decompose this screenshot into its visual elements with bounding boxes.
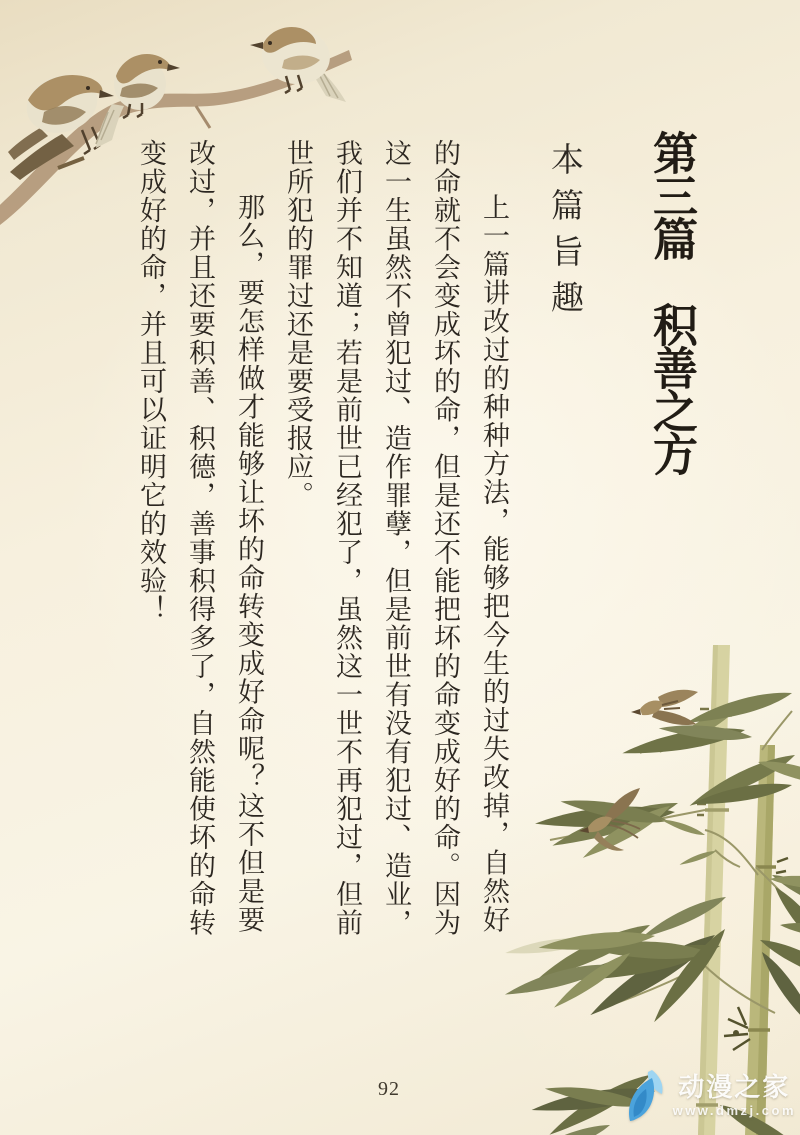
watermark-site-name: 动漫之家 (678, 1072, 791, 1103)
watermark-site-url: www.dmzj.com (672, 1102, 796, 1118)
paragraph: 上一篇讲改过的种种方法，能够把今生的过失改掉，自然好的命就不会变成坏的命，但是还不能把坏的命变成好的命。因为这一生虽然不曾犯过、造作罪孽，但是前世有没有犯过、造业，我们并不知道；若是前世已经犯了，虽然这一世不再犯过，但前世所犯的罪过还是要受报应。 (283, 139, 509, 937)
dmzj-watermark (622, 1069, 796, 1123)
flying-swallow-upper (631, 690, 698, 725)
section-heading: 本篇旨趣 (546, 142, 582, 326)
bamboo-illustration (490, 635, 800, 1135)
body-text (126, 139, 518, 943)
dmzj-logo-icon (622, 1069, 668, 1123)
page-number: 92 (378, 1078, 400, 1100)
paragraph: 那么，要怎样做才能够让坏的命转变成好命呢？这不但是要改过，并且还要积善、积德，善事积得多了，自然能使坏的命转变成好的命，并且可以证明它的效验！ (136, 139, 264, 937)
chapter-title: 第三篇 积善之方 (646, 130, 696, 474)
